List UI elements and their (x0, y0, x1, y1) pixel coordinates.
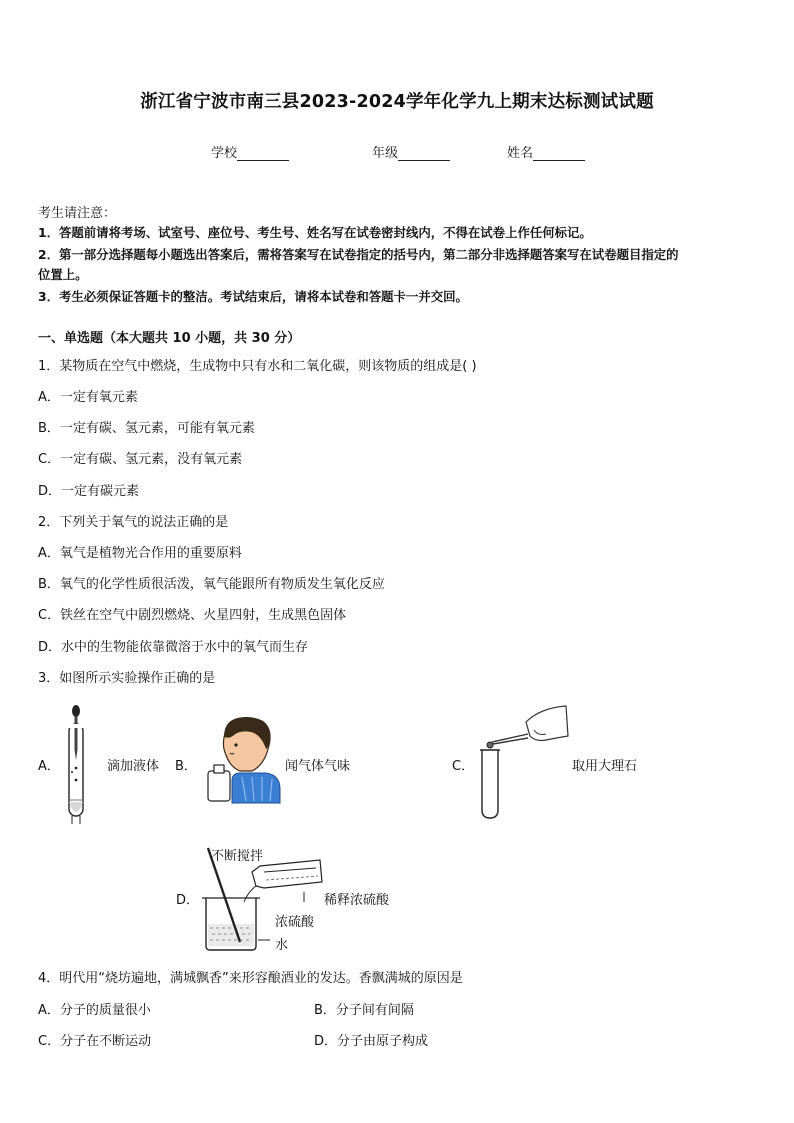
q1-stem: 1．某物质在空气中燃烧，生成物中只有水和二氧化碳，则该物质的组成是( ) (38, 359, 477, 374)
q1-option-c[interactable]: C．一定有碳、氢元素，没有氧元素 (38, 452, 243, 467)
q2-stem: 2．下列关于氧气的说法正确的是 (38, 515, 229, 530)
q2-option-b[interactable]: B．氧气的化学性质很活泼，氧气能跟所有物质发生氧化反应 (38, 577, 385, 592)
dilute-label: 稀释浓硫酸 (324, 893, 390, 908)
q1-option-a[interactable]: A．一定有氧元素 (38, 390, 138, 405)
notice-item-3: 3．考生必须保证答题卡的整洁。考试结束后，请将本试卷和答题卡一并交回。 (38, 289, 468, 304)
q4-stem: 4．明代用“烧坊遍地，满城飘香”来形容酿酒业的发达。香飘满城的原因是 (38, 971, 463, 986)
grade-field (372, 142, 450, 161)
q3-stem: 3．如图所示实验操作正确的是 (38, 671, 216, 686)
q2-option-d[interactable]: D．水中的生物能依靠微溶于水中的氧气而生存 (38, 640, 309, 655)
acid-label: 浓硫酸 (275, 915, 315, 930)
tweezers-tube-illustration (476, 700, 572, 822)
q4-option-b[interactable]: B．分子间有间隔 (314, 1003, 414, 1018)
page-title: 浙江省宁波市南三县2023-2024学年化学九上期末达标测试试题 (140, 92, 654, 112)
grade-label: 年级 (372, 146, 399, 161)
q2-option-c[interactable]: C．铁丝在空气中剧烈燃烧、火星四射，生成黑色固体 (38, 608, 347, 623)
q1-option-d[interactable]: D．一定有碳元素 (38, 484, 140, 499)
q4-option-c[interactable]: C．分子在不断运动 (38, 1034, 152, 1049)
notice-item-1: 1．答题前请将考场、试室号、座位号、考生号、姓名写在试卷密封线内，不得在试卷上作任何标记。 (38, 225, 592, 240)
q3-option-b-caption: 闻气体气味 (285, 759, 351, 774)
q3-option-a-caption: 滴加液体 (107, 759, 160, 774)
smelling-gas-illustration (202, 715, 282, 807)
q3-option-a-letter[interactable]: A． (38, 759, 60, 774)
notice-item-2: 2．第一部分选择题每小题选出答案后，需将答案写在试卷指定的括号内，第二部分非选择题答案写在试卷题目指定的 (38, 247, 679, 262)
q4-option-d[interactable]: D．分子由原子构成 (314, 1034, 429, 1049)
notice-item-2-cont: 位置上。 (38, 267, 88, 282)
stir-label: 不断搅拌 (211, 849, 264, 864)
name-label: 姓名 (507, 146, 534, 161)
school-label: 学校 (211, 146, 238, 161)
water-label: 水 (275, 938, 289, 953)
q4-option-a[interactable]: A．分子的质量很小 (38, 1003, 151, 1018)
grade-blank[interactable] (398, 146, 450, 161)
school-blank[interactable] (237, 146, 289, 161)
section-heading: 一、单选题（本大题共 10 小题，共 30 分） (38, 331, 301, 346)
dropper-tube-illustration (60, 702, 92, 828)
name-field (507, 142, 585, 161)
q3-option-c-caption: 取用大理石 (572, 759, 638, 774)
q3-option-c-letter[interactable]: C． (452, 759, 475, 774)
notice-header: 考生请注意： (38, 206, 117, 221)
q1-option-b[interactable]: B．一定有碳、氢元素，可能有氧元素 (38, 421, 255, 436)
q3-option-d-letter[interactable]: D． (176, 893, 200, 908)
q2-option-a[interactable]: A．氧气是植物光合作用的重要原料 (38, 546, 242, 561)
name-blank[interactable] (533, 146, 585, 161)
q3-option-b-letter[interactable]: B． (175, 759, 197, 774)
school-field (211, 142, 289, 161)
